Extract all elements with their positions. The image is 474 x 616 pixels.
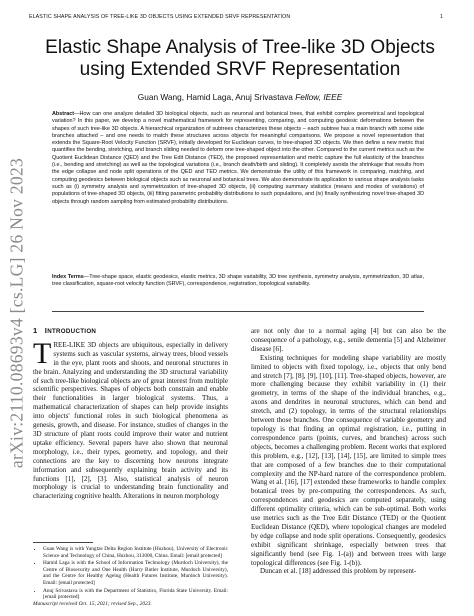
abstract-text: —How can one analyze detailed 3D biological objects, such as neuronal and botanical trees, that exhibit complex geometrical and topological variation? In this paper, we develop a novel mathematical framework for representing, comparing, and computing geodesic deformations between the shapes of such tree-like 3D objects. A hierarchical organization of subtrees characterizes these objects – each subtree has a main branch with some side branches attached – and one needs to match these structures across objects for meaningful comparisons. We propose a novel representation that extends the Square-Root Velocity Function (SRVF), initially developed for Euclidean curves, to tree-shaped 3D objects. We then define a new metric that quantifies the bending, stretching, and branch sliding needed to deform one tree-shaped object into the other. Compared to the current metrics such as the Quotient Euclidean Distance (QED) and the Tree Edit Distance (TED), the proposed representation and metric capture the full elasticity of the branches (i.e., bending and stretching) as well as the topological variations (i.e., branch death/birth and sliding). It completely avoids the shrinkage that results from the edge collapse and node split operations of the QED and TED metrics. We demonstrate the utility of this framework in comparing, matching, and computing geodesics between biological objects such as neuronal and botanical trees. We also demonstrate its application to various shape analysis tasks such as (i) symmetry analysis and symmetrization of tree-shaped 3D objects, (ii) computing summary statistics (means and modes of variations) of populations of tree-shaped 3D objects, (iii) fitting parametric probability distributions to such populations, and (iv) finally synthesizing novel tree-shaped 3D objects through random sampling from estimated probability distributions. (52, 111, 424, 205)
index-terms-label: Index Terms (52, 274, 84, 280)
section-title-initial: I (44, 326, 48, 335)
right-column (251, 327, 446, 576)
abstract-label: Abstract (52, 111, 75, 117)
footnote-item: • Anuj Srivastava is with the Department of Statistics, Florida State University. Email: [email protected] (43, 588, 228, 601)
abstract (52, 111, 424, 206)
index-terms-text: —Tree-shape space, elastic geodesics, elastic metrics, 3D shape variability, 3D tree synthesis, symmetry analysis, symmetrization, 3D atlas, tree classification, square-root velocity function (SRVF), correspondence, registration, topological variability. (52, 274, 424, 288)
right-paragraph-1: are not only due to a normal aging [4] but can also be the consequence of a pathology, e.g., senile dementia [5] and Alzheimer disease [6]. (251, 327, 446, 353)
index-terms (52, 274, 424, 289)
left-column (33, 327, 228, 501)
section-number: 1 (33, 326, 38, 335)
running-head (29, 14, 443, 20)
arxiv-stamp[interactable] (4, 150, 30, 475)
manuscript-note: Manuscript received Oct. 15, 2021; revised Sep., 2023. (33, 601, 152, 607)
paper-title: Elastic Shape Analysis of Tree-like 3D Objects using Extended SRVF Representation (45, 37, 435, 80)
right-paragraph-2: Existing techniques for modeling shape variability are mostly limited to objects with fixed topology, i.e., objects that only bend and stretch [7], [8], [9], [10], [11]. Tree-shaped objects, however, are more challenging because they exhibit variability in (1) their geometry, in terms of the shape of the individual branches, e.g., axons and dendrites in neuronal structures, which can bend and stretch, and (2) topology, in terms of the structural relationships between those branches. One consequence of variable geometry and topology is that finding an optimal registration, i.e., putting in correspondence parts (points, curves, and branches) across such objects, becomes a challenging problem. Recent works that explored this problem, e.g., [12], [13], [14], [15], are limited to simple trees that are composed of a few branches due to their computational complexity and the NP-hard nature of the correspondence problem. Wang et al. [16], [17] extended these frameworks to handle complex botanical trees by pre-computing the correspondences. As such, correspondences and geodesics are computed separately, using different optimality criteria, which can be sub-optimal. Both works use metrics such as the Tree Edit Distance (TED) or the Quotient Euclidean Distance (QED), where topological changes are modeled by edge collapse and node split operations. Consequently, geodesics exhibit significant shrinkage, especially between trees that significantly bend (see Fig. 1-(a)) and between trees with large topological differences (see Fig. 1-(b)). (251, 353, 446, 567)
footnotes (33, 542, 228, 602)
drop-cap: T (33, 336, 52, 370)
footnote-item: • Guan Wang is with Yangtze Delta Region Institute (Huzhou), University of Electronic Science and Technology of China, Huzhou, 313000, China. Email: [email protected] (43, 546, 228, 559)
page-number: 1 (439, 14, 443, 20)
intro-paragraph-1 (33, 336, 228, 501)
intro-paragraph-1-text: REE-LIKE 3D objects are ubiquitous, especially in delivery systems such as vascular systems, airway trees, blood vessels in the eye, plant roots and shoots, and neuronal structures in the brain. Analyzing and understanding the 3D structural variability of such tree-like biological objects are of great interest from multiple scientific perspectives. Shapes of objects both constrain and enable their functionalities in larger biological systems. Thus, a mathematical characterization of shapes can help provide insights into objects' functional roles in such biological phenomena as genesis, growth, and disease. For instance, studies of changes in the 3D structure of plant roots could improve their water and nutrient uptake efficiency. Several papers have also shown that neuronal morphology, i.e., their types, geometry, and topology, and their connections are the key to discerning how neurons integrate information and subsequently explaining brain activity and its functions [1], [2], [3]. Also, statistical analysis of neuron morphology is crucial to understanding brain functionality and characterizing cognitive health. Alterations in neuron morphology (33, 340, 228, 501)
footnote-divider (33, 542, 93, 543)
section-heading (33, 327, 228, 337)
running-title: ELASTIC SHAPE ANALYSIS OF TREE-LIKE 3D OBJECTS USING EXTENDED SRVF REPRESENTATION (29, 14, 291, 20)
header-divider (52, 311, 424, 312)
section-title-rest: NTRODUCTION (47, 328, 97, 335)
author-line (40, 92, 440, 102)
arxiv-identifier: arXiv:2110.08693v4 [cs.LG] 26 Nov 2023 (6, 157, 27, 468)
author-names: Guan Wang, Hamid Laga, Anuj Srivastava (137, 92, 293, 102)
right-paragraph-3: Duncan et al. [18] addressed this problem by represent- (260, 567, 417, 576)
footnote-item: • Hamid Laga is with the School of Information Technology (Murdoch University), the Centre of Biosecurity and One Health (Harry Butler Institute, Murdoch University), and the Centre for Healthy Ageing (Health Futures Institute, Murdoch University). Email: [email protected] (43, 560, 228, 586)
author-fellow-title: Fellow, IEEE (292, 92, 343, 102)
